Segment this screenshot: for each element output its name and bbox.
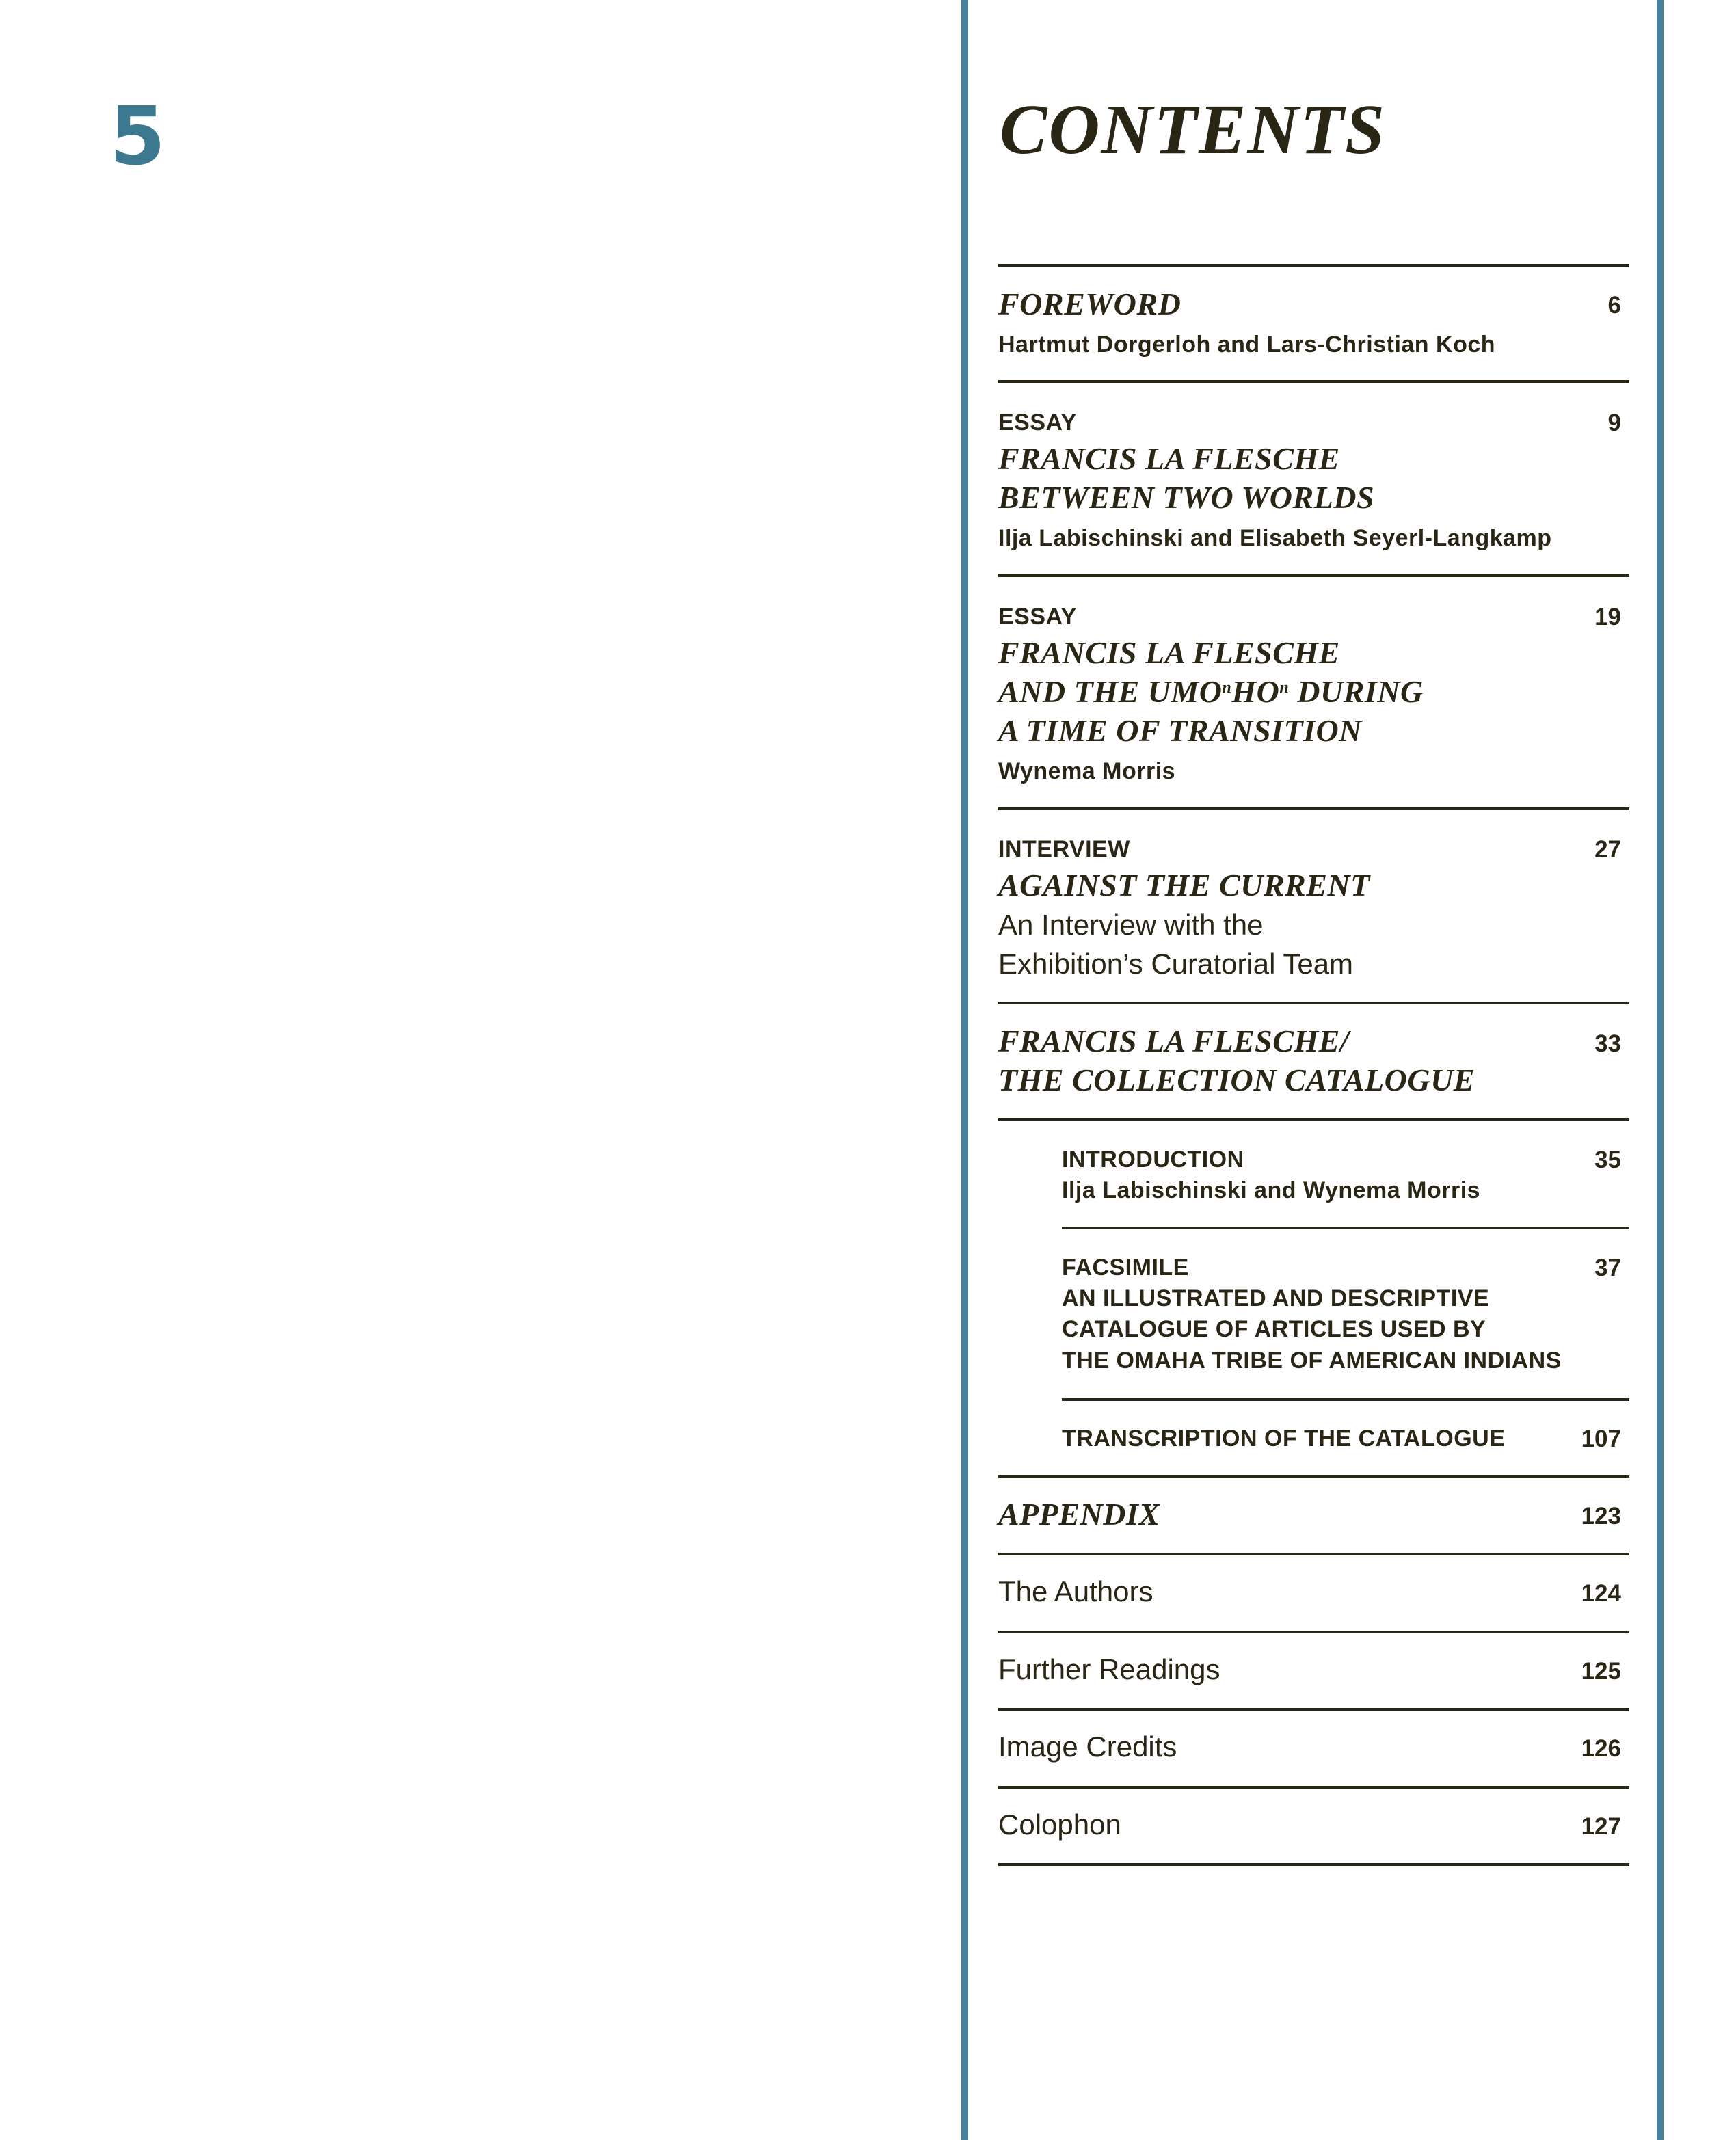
rule [1062, 1227, 1629, 1229]
entry-title[interactable]: The Authors [998, 1575, 1153, 1607]
entry-subtitle-line1: An Interview with the [998, 909, 1264, 941]
rule [998, 1118, 1629, 1121]
title-superscript: n [1279, 679, 1290, 697]
entry-page[interactable]: 127 [1581, 1813, 1621, 1840]
entry-subtitle-line2: Exhibition’s Curatorial Team [998, 948, 1354, 980]
entry-title-line2[interactable] [998, 672, 1424, 711]
entry-label[interactable]: INTRODUCTION [1062, 1147, 1244, 1173]
entry-label[interactable]: TRANSCRIPTION OF THE CATALOGUE [1062, 1426, 1506, 1452]
rule [998, 1631, 1629, 1633]
entry-authors: Ilja Labischinski and Elisabeth Seyerl-Langkamp [998, 525, 1552, 551]
contents-title: CONTENTS [1000, 90, 1386, 169]
entry-page[interactable]: 33 [1594, 1030, 1621, 1057]
entry-label: ESSAY [998, 604, 1077, 630]
entry-title[interactable]: Further Readings [998, 1653, 1220, 1685]
entry-page[interactable]: 6 [1607, 292, 1621, 319]
rule [998, 380, 1629, 383]
entry-title[interactable]: Image Credits [998, 1730, 1177, 1763]
left-divider [961, 0, 968, 2140]
entry-page[interactable]: 9 [1607, 410, 1621, 436]
entry-label: ESSAY [998, 410, 1077, 436]
title-superscript: n [1222, 679, 1232, 697]
title-part: HO [1231, 674, 1280, 709]
rule [998, 1475, 1629, 1478]
entry-line2: CATALOGUE OF ARTICLES USED BY [1062, 1316, 1486, 1342]
entry-title-line1[interactable]: FRANCIS LA FLESCHE [998, 441, 1340, 476]
rule [998, 1553, 1629, 1555]
entry-page[interactable]: 27 [1594, 836, 1621, 863]
entry-title[interactable]: AGAINST THE CURRENT [998, 868, 1370, 902]
entry-page[interactable]: 35 [1594, 1147, 1621, 1173]
rule [998, 807, 1629, 810]
entry-page[interactable]: 19 [1594, 604, 1621, 630]
entry-title-line1[interactable]: FRANCIS LA FLESCHE/ [998, 1024, 1350, 1058]
entry-page[interactable]: 123 [1581, 1503, 1621, 1529]
entry-page[interactable]: 126 [1581, 1735, 1621, 1762]
entry-label: INTERVIEW [998, 836, 1130, 862]
rule [998, 1002, 1629, 1004]
entry-line1: AN ILLUSTRATED AND DESCRIPTIVE [1062, 1285, 1490, 1311]
rule [1062, 1398, 1629, 1401]
rule [998, 264, 1629, 267]
entry-title[interactable]: APPENDIX [998, 1497, 1160, 1532]
title-part: DURING [1289, 674, 1424, 709]
entry-authors: Wynema Morris [998, 758, 1176, 784]
entry-title-line1[interactable]: FRANCIS LA FLESCHE [998, 635, 1340, 670]
entry-label[interactable]: FACSIMILE [1062, 1255, 1189, 1281]
entry-authors: Ilja Labischinski and Wynema Morris [1062, 1177, 1481, 1203]
entry-title-line3[interactable]: A TIME OF TRANSITION [998, 713, 1362, 748]
entry-title-line2[interactable]: BETWEEN TWO WORLDS [998, 480, 1375, 515]
right-divider [1657, 0, 1664, 2140]
entry-page[interactable]: 124 [1581, 1580, 1621, 1607]
rule [998, 1786, 1629, 1789]
entry-line3: THE OMAHA TRIBE OF AMERICAN INDIANS [1062, 1348, 1562, 1374]
entry-title[interactable]: FOREWORD [998, 286, 1181, 321]
entry-page[interactable]: 125 [1581, 1658, 1621, 1685]
entry-title-line2[interactable]: THE COLLECTION CATALOGUE [998, 1062, 1475, 1097]
entry-page[interactable]: 107 [1581, 1426, 1621, 1452]
entry-authors: Hartmut Dorgerloh and Lars-Christian Koch [998, 332, 1496, 358]
rule [998, 574, 1629, 577]
entry-title[interactable]: Colophon [998, 1808, 1121, 1841]
rule [998, 1708, 1629, 1711]
page-number: 5 [109, 89, 166, 183]
title-part: AND THE UMO [998, 674, 1223, 709]
entry-page[interactable]: 37 [1594, 1255, 1621, 1281]
rule [998, 1863, 1629, 1866]
